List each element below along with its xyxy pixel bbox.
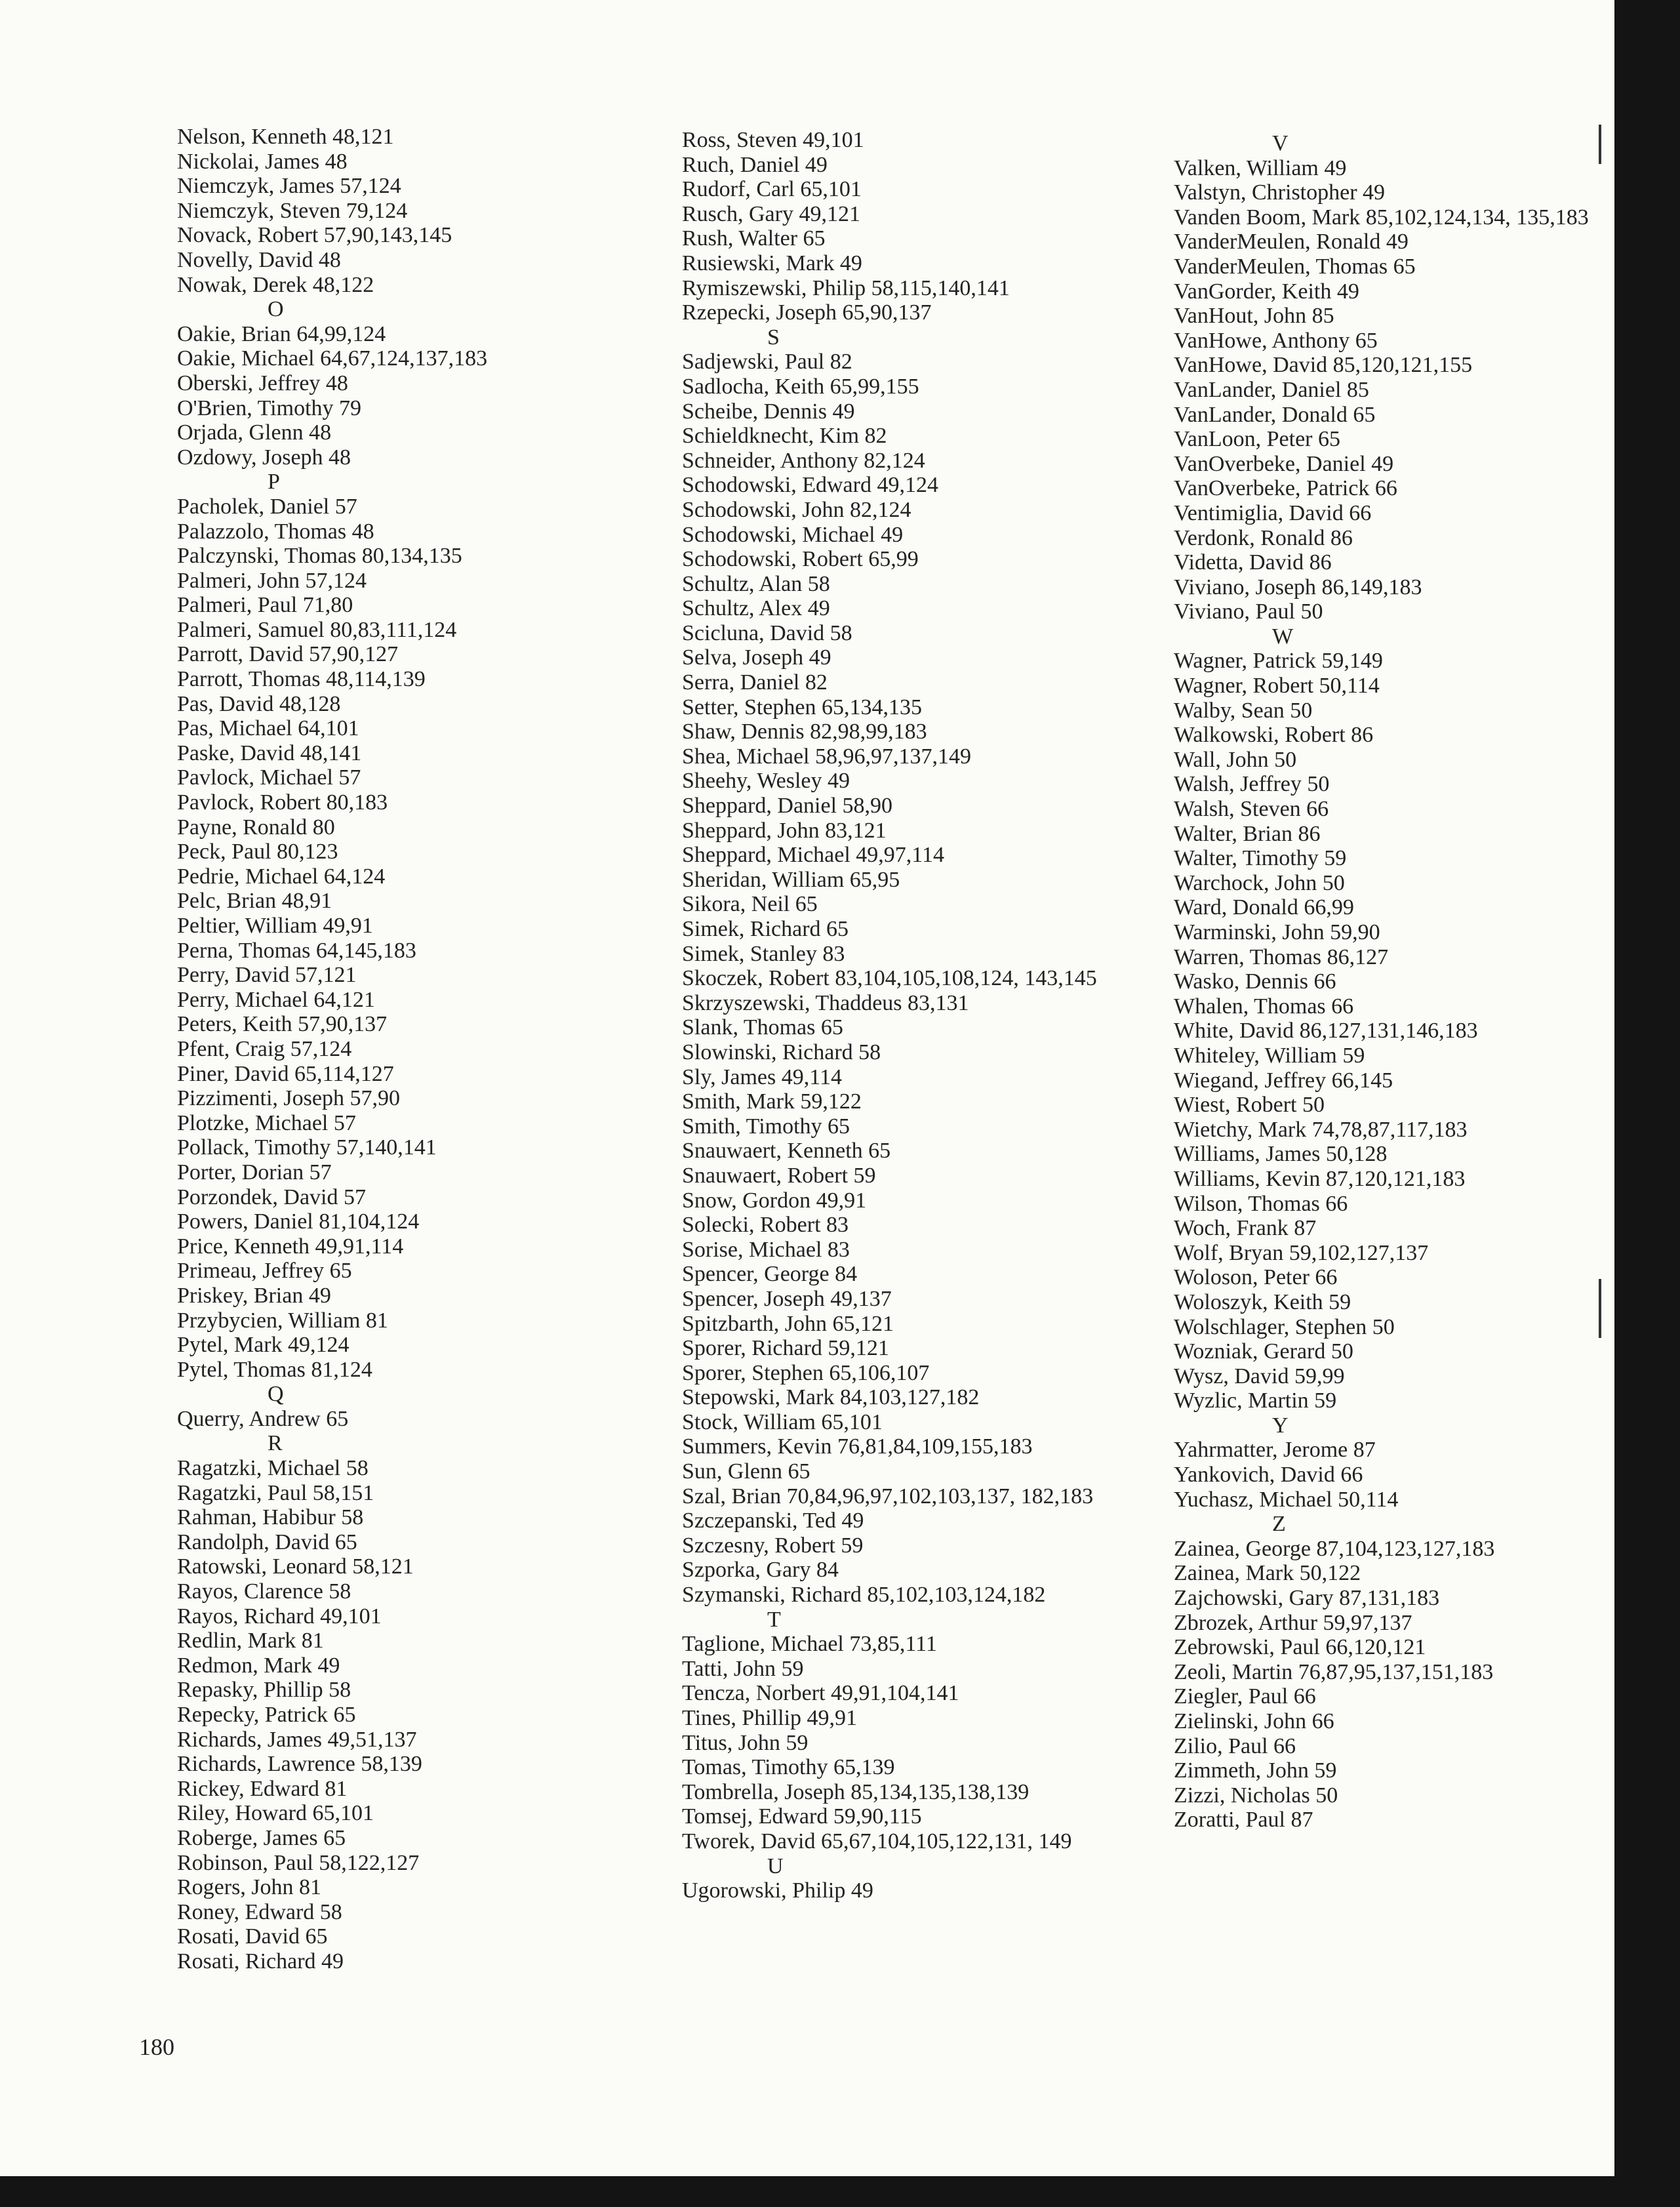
index-entry: Paske, David 48,141 [177, 740, 362, 765]
index-entry: Szporka, Gary 84 [682, 1558, 839, 1583]
page-number: 180 [139, 2034, 174, 2060]
index-entry: Rogers, John 81 [177, 1875, 322, 1900]
index-entry: Smith, Timothy 65 [682, 1114, 850, 1139]
index-entry: Rusch, Gary 49,121 [682, 201, 860, 226]
index-entry: VanderMeulen, Thomas 65 [1174, 254, 1416, 279]
index-entry: Skrzyszewski, Thaddeus 83,131 [682, 990, 969, 1015]
index-entry: Pas, David 48,128 [177, 691, 341, 716]
index-entry: Warchock, John 50 [1174, 870, 1345, 895]
index-entry: Wolf, Bryan 59,102,127,137 [1174, 1240, 1429, 1265]
index-entry: Walter, Timothy 59 [1174, 846, 1347, 871]
section-letter: U [767, 1853, 784, 1878]
index-entry: Ragatzki, Michael 58 [177, 1456, 369, 1481]
index-entry: Summers, Kevin 76,81,84,109,155,183 [682, 1434, 1033, 1459]
index-entry: Verdonk, Ronald 86 [1174, 525, 1353, 550]
index-entry: Szal, Brian 70,84,96,97,102,103,137, 182,183 [682, 1484, 1094, 1508]
index-entry: Wagner, Patrick 59,149 [1174, 649, 1383, 674]
index-entry: Perna, Thomas 64,145,183 [177, 938, 416, 963]
index-entry: Tombrella, Joseph 85,134,135,138,139 [682, 1779, 1030, 1804]
index-entry: Tatti, John 59 [682, 1656, 804, 1681]
index-entry: VanOverbeke, Patrick 66 [1174, 476, 1397, 501]
index-entry: Wozniak, Gerard 50 [1174, 1339, 1353, 1364]
index-entry: Schieldknecht, Kim 82 [682, 424, 887, 449]
index-entry: Pavlock, Robert 80,183 [177, 790, 388, 815]
index-entry: Randolph, David 65 [177, 1529, 357, 1554]
index-entry: Repasky, Phillip 58 [177, 1678, 351, 1703]
index-entry: Rosati, Richard 49 [177, 1949, 344, 1974]
index-entry: Wiegand, Jeffrey 66,145 [1174, 1068, 1393, 1093]
index-entry: Walsh, Steven 66 [1174, 797, 1329, 822]
index-entry: Ventimiglia, David 66 [1174, 500, 1372, 525]
index-entry: VanderMeulen, Ronald 49 [1174, 230, 1409, 254]
index-entry: Oberski, Jeffrey 48 [177, 371, 348, 395]
index-entry: Slank, Thomas 65 [682, 1015, 843, 1040]
index-entry: VanLander, Daniel 85 [1174, 377, 1369, 402]
index-entry: Solecki, Robert 83 [682, 1213, 849, 1238]
index-entry: Wagner, Robert 50,114 [1174, 674, 1380, 699]
index-entry: Palmeri, Samuel 80,83,111,124 [177, 617, 457, 642]
index-entry: Oakie, Michael 64,67,124,137,183 [177, 346, 488, 371]
index-entry: Schodowski, John 82,124 [682, 497, 911, 522]
index-entry: Ross, Steven 49,101 [682, 128, 864, 152]
section-letter: T [767, 1607, 781, 1632]
index-entry: Porter, Dorian 57 [177, 1160, 332, 1184]
index-entry: Rayos, Richard 49,101 [177, 1604, 382, 1629]
index-entry: Riley, Howard 65,101 [177, 1801, 374, 1826]
index-entry: Valken, William 49 [1174, 155, 1347, 180]
index-entry: Novack, Robert 57,90,143,145 [177, 223, 452, 248]
index-entry: Shea, Michael 58,96,97,137,149 [682, 744, 971, 769]
section-letter: P [268, 470, 280, 495]
index-entry: Rush, Walter 65 [682, 226, 826, 251]
index-entry: Ruch, Daniel 49 [682, 152, 828, 177]
index-entry: Rahman, Habibur 58 [177, 1505, 364, 1530]
index-entry: Sheridan, William 65,95 [682, 867, 900, 892]
index-entry: Schodowski, Edward 49,124 [682, 473, 938, 498]
index-entry: Niemczyk, Steven 79,124 [177, 198, 408, 223]
index-column-3 [1174, 131, 1614, 1832]
index-entry: Smith, Mark 59,122 [682, 1089, 862, 1114]
index-entry: Nickolai, James 48 [177, 149, 348, 174]
index-entry: Primeau, Jeffrey 65 [177, 1259, 352, 1284]
index-entry: VanLoon, Peter 65 [1174, 427, 1341, 452]
index-entry: Wolschlager, Stephen 50 [1174, 1314, 1395, 1339]
index-entry: Pavlock, Michael 57 [177, 765, 361, 790]
section-letter: W [1272, 624, 1294, 649]
index-entry: Pacholek, Daniel 57 [177, 494, 357, 519]
index-entry: Rosati, David 65 [177, 1924, 328, 1949]
index-entry: Price, Kenneth 49,91,114 [177, 1234, 404, 1259]
index-entry: Parrott, David 57,90,127 [177, 642, 399, 667]
index-entry: Repecky, Patrick 65 [177, 1703, 356, 1727]
section-letter: O [268, 297, 284, 322]
index-entry: Stock, William 65,101 [682, 1409, 883, 1434]
index-entry: Schultz, Alan 58 [682, 571, 830, 596]
index-entry: Whiteley, William 59 [1174, 1043, 1365, 1068]
index-entry: Piner, David 65,114,127 [177, 1061, 394, 1086]
index-entry: Querry, Andrew 65 [177, 1406, 349, 1431]
index-entry: Robinson, Paul 58,122,127 [177, 1850, 420, 1875]
index-entry: Ugorowski, Philip 49 [682, 1878, 873, 1903]
index-entry: Tomsej, Edward 59,90,115 [682, 1804, 922, 1829]
index-entry: Zilio, Paul 66 [1174, 1733, 1296, 1758]
index-entry: Rzepecki, Joseph 65,90,137 [682, 300, 932, 325]
index-entry: Snow, Gordon 49,91 [682, 1188, 867, 1213]
index-entry: VanHowe, Anthony 65 [1174, 328, 1378, 353]
index-entry: Wysz, David 59,99 [1174, 1364, 1345, 1388]
section-letter: S [767, 325, 780, 350]
index-entry: Richards, James 49,51,137 [177, 1727, 417, 1752]
index-entry: Sadlocha, Keith 65,99,155 [682, 374, 919, 399]
index-entry: Vanden Boom, Mark 85,102,124,134, 135,183 [1174, 205, 1589, 230]
index-entry: Roberge, James 65 [177, 1825, 346, 1850]
index-entry: Sorise, Michael 83 [682, 1237, 850, 1262]
index-entry: Setter, Stephen 65,134,135 [682, 695, 922, 719]
index-entry: Redmon, Mark 49 [177, 1653, 340, 1678]
index-entry: Viviano, Joseph 86,149,183 [1174, 575, 1422, 599]
index-entry: Payne, Ronald 80 [177, 815, 335, 840]
index-entry: Selva, Joseph 49 [682, 645, 831, 670]
index-entry: Sun, Glenn 65 [682, 1459, 810, 1484]
index-entry: Nowak, Derek 48,122 [177, 272, 374, 297]
index-entry: Przybycien, William 81 [177, 1308, 388, 1333]
index-entry: Sadjewski, Paul 82 [682, 350, 852, 375]
index-entry: Wall, John 50 [1174, 747, 1297, 772]
index-entry: Whalen, Thomas 66 [1174, 994, 1354, 1019]
index-entry: Ziegler, Paul 66 [1174, 1684, 1316, 1709]
index-entry: Wietchy, Mark 74,78,87,117,183 [1174, 1117, 1468, 1142]
index-entry: Pytel, Thomas 81,124 [177, 1357, 372, 1382]
index-entry: Sheppard, Daniel 58,90 [682, 794, 893, 819]
index-entry: Ozdowy, Joseph 48 [177, 445, 351, 470]
index-column-2 [682, 128, 1193, 1903]
index-entry: VanHowe, David 85,120,121,155 [1174, 353, 1473, 378]
index-entry: Oakie, Brian 64,99,124 [177, 321, 386, 346]
section-letter: Z [1272, 1512, 1286, 1537]
index-entry: Pfent, Craig 57,124 [177, 1036, 352, 1061]
index-entry: Porzondek, David 57 [177, 1184, 367, 1209]
index-entry: Tomas, Timothy 65,139 [682, 1755, 895, 1780]
index-entry: Novelly, David 48 [177, 247, 341, 272]
index-entry: Sporer, Richard 59,121 [682, 1336, 889, 1361]
index-entry: Pas, Michael 64,101 [177, 716, 359, 741]
index-entry: Zizzi, Nicholas 50 [1174, 1783, 1338, 1808]
index-entry: Niemczyk, James 57,124 [177, 174, 401, 199]
index-entry: Snauwaert, Robert 59 [682, 1163, 876, 1188]
index-entry: Zajchowski, Gary 87,131,183 [1174, 1586, 1440, 1611]
index-entry: Zbrozek, Arthur 59,97,137 [1174, 1610, 1412, 1635]
index-entry: Zeoli, Martin 76,87,95,137,151,183 [1174, 1659, 1494, 1684]
index-entry: Szymanski, Richard 85,102,103,124,182 [682, 1583, 1046, 1608]
index-entry: VanLander, Donald 65 [1174, 402, 1376, 427]
index-entry: Zoratti, Paul 87 [1174, 1808, 1313, 1832]
section-letter: Q [268, 1382, 284, 1407]
index-entry: Roney, Edward 58 [177, 1899, 342, 1924]
index-entry: Peters, Keith 57,90,137 [177, 1012, 388, 1037]
index-entry: Shaw, Dennis 82,98,99,183 [682, 719, 927, 744]
index-entry: Woloszyk, Keith 59 [1174, 1289, 1351, 1314]
index-entry: Perry, David 57,121 [177, 963, 357, 988]
section-letter: V [1272, 131, 1289, 155]
index-entry: Rickey, Edward 81 [177, 1776, 348, 1801]
index-entry: Yankovich, David 66 [1174, 1463, 1363, 1488]
index-entry: Parrott, Thomas 48,114,139 [177, 667, 426, 692]
index-entry: Szczesny, Robert 59 [682, 1533, 864, 1558]
index-entry: Simek, Stanley 83 [682, 941, 845, 966]
index-entry: Warminski, John 59,90 [1174, 920, 1380, 944]
index-entry: Skoczek, Robert 83,104,105,108,124, 143,145 [682, 966, 1097, 991]
index-entry: Slowinski, Richard 58 [682, 1040, 881, 1064]
index-entry: Wiest, Robert 50 [1174, 1093, 1325, 1118]
index-entry: Rayos, Clarence 58 [177, 1579, 351, 1604]
index-entry: Williams, Kevin 87,120,121,183 [1174, 1166, 1466, 1191]
index-entry: Sikora, Neil 65 [682, 892, 818, 917]
index-entry: Sly, James 49,114 [682, 1064, 842, 1089]
index-entry: Walsh, Jeffrey 50 [1174, 772, 1330, 797]
index-entry: Walby, Sean 50 [1174, 698, 1313, 723]
index-entry: Sheppard, Michael 49,97,114 [682, 843, 945, 868]
scan-edge-mark [1599, 125, 1601, 164]
index-entry: Williams, James 50,128 [1174, 1142, 1388, 1167]
index-entry: Schultz, Alex 49 [682, 596, 830, 621]
index-entry: Woloson, Peter 66 [1174, 1265, 1338, 1290]
index-entry: Wyzlic, Martin 59 [1174, 1388, 1337, 1413]
index-entry: Pollack, Timothy 57,140,141 [177, 1135, 437, 1160]
index-entry: Zainea, Mark 50,122 [1174, 1561, 1361, 1586]
index-entry: Warren, Thomas 86,127 [1174, 944, 1389, 969]
index-entry: Pelc, Brian 48,91 [177, 889, 332, 914]
index-entry: Tines, Phillip 49,91 [682, 1706, 858, 1730]
index-entry: Palmeri, Paul 71,80 [177, 593, 353, 618]
index-entry: Serra, Daniel 82 [682, 670, 828, 695]
index-entry: Orjada, Glenn 48 [177, 420, 332, 445]
index-entry: White, David 86,127,131,146,183 [1174, 1019, 1478, 1043]
index-entry: Schneider, Anthony 82,124 [682, 448, 925, 473]
index-entry: Rusiewski, Mark 49 [682, 251, 862, 275]
index-entry: Yuchasz, Michael 50,114 [1174, 1487, 1399, 1512]
index-entry: VanHout, John 85 [1174, 304, 1334, 329]
index-entry: Spitzbarth, John 65,121 [682, 1311, 894, 1336]
index-entry: Palczynski, Thomas 80,134,135 [177, 544, 462, 569]
index-entry: Scicluna, David 58 [682, 620, 852, 645]
index-entry: Woch, Frank 87 [1174, 1216, 1317, 1241]
index-entry: Simek, Richard 65 [682, 917, 849, 941]
index-entry: Rudorf, Carl 65,101 [682, 177, 862, 202]
index-entry: Szczepanski, Ted 49 [682, 1508, 864, 1533]
index-entry: Richards, Lawrence 58,139 [177, 1752, 422, 1777]
index-entry: Tworek, David 65,67,104,105,122,131, 149 [682, 1829, 1072, 1853]
index-entry: Ward, Donald 66,99 [1174, 895, 1354, 920]
index-entry: Snauwaert, Kenneth 65 [682, 1139, 891, 1164]
index-entry: Zielinski, John 66 [1174, 1709, 1334, 1733]
index-entry: Sheppard, John 83,121 [682, 818, 887, 843]
index-entry: Valstyn, Christopher 49 [1174, 180, 1386, 205]
index-entry: Peck, Paul 80,123 [177, 840, 338, 864]
index-entry: Nelson, Kenneth 48,121 [177, 125, 394, 149]
index-entry: Zebrowski, Paul 66,120,121 [1174, 1635, 1426, 1660]
scan-edge-mark [1599, 1279, 1601, 1338]
index-column-1 [177, 125, 689, 1974]
index-entry: Viviano, Paul 50 [1174, 599, 1323, 624]
index-entry: Ratowski, Leonard 58,121 [177, 1554, 414, 1579]
index-entry: Rymiszewski, Philip 58,115,140,141 [682, 275, 1010, 300]
index-entry: Palazzolo, Thomas 48 [177, 519, 374, 544]
index-entry: Schodowski, Michael 49 [682, 522, 904, 547]
index-entry: Pizzimenti, Joseph 57,90 [177, 1086, 400, 1111]
index-entry: Pedrie, Michael 64,124 [177, 864, 386, 889]
index-entry: Wilson, Thomas 66 [1174, 1191, 1348, 1216]
index-entry: Tencza, Norbert 49,91,104,141 [682, 1681, 959, 1706]
index-entry: Spencer, George 84 [682, 1262, 858, 1287]
index-entry: Schodowski, Robert 65,99 [682, 547, 919, 572]
index-entry: VanOverbeke, Daniel 49 [1174, 451, 1394, 476]
index-entry: Walkowski, Robert 86 [1174, 723, 1374, 748]
index-entry: O'Brien, Timothy 79 [177, 395, 362, 420]
index-entry: Taglione, Michael 73,85,111 [682, 1632, 937, 1657]
index-entry: VanGorder, Keith 49 [1174, 279, 1359, 304]
index-entry: Priskey, Brian 49 [177, 1283, 331, 1308]
index-entry: Spencer, Joseph 49,137 [682, 1286, 892, 1311]
section-letter: Y [1272, 1413, 1289, 1438]
index-entry: Pytel, Mark 49,124 [177, 1333, 350, 1358]
index-entry: Sporer, Stephen 65,106,107 [682, 1360, 930, 1385]
index-entry: Yahrmatter, Jerome 87 [1174, 1438, 1376, 1463]
index-entry: Scheibe, Dennis 49 [682, 399, 855, 424]
index-entry: Videtta, David 86 [1174, 550, 1332, 575]
index-entry: Peltier, William 49,91 [177, 914, 373, 938]
index-entry: Ragatzki, Paul 58,151 [177, 1480, 374, 1505]
index-entry: Perry, Michael 64,121 [177, 987, 375, 1012]
index-entry: Titus, John 59 [682, 1730, 809, 1755]
index-entry: Redlin, Mark 81 [177, 1629, 324, 1653]
index-entry: Powers, Daniel 81,104,124 [177, 1209, 420, 1234]
index-entry: Zainea, George 87,104,123,127,183 [1174, 1536, 1495, 1561]
index-entry: Zimmeth, John 59 [1174, 1758, 1337, 1783]
index-entry: Plotzke, Michael 57 [177, 1110, 356, 1135]
index-entry: Wasko, Dennis 66 [1174, 969, 1336, 994]
index-entry: Walter, Brian 86 [1174, 821, 1321, 846]
index-entry: Sheehy, Wesley 49 [682, 769, 850, 794]
index-entry: Palmeri, John 57,124 [177, 568, 367, 593]
section-letter: R [268, 1431, 283, 1456]
index-entry: Stepowski, Mark 84,103,127,182 [682, 1385, 980, 1410]
